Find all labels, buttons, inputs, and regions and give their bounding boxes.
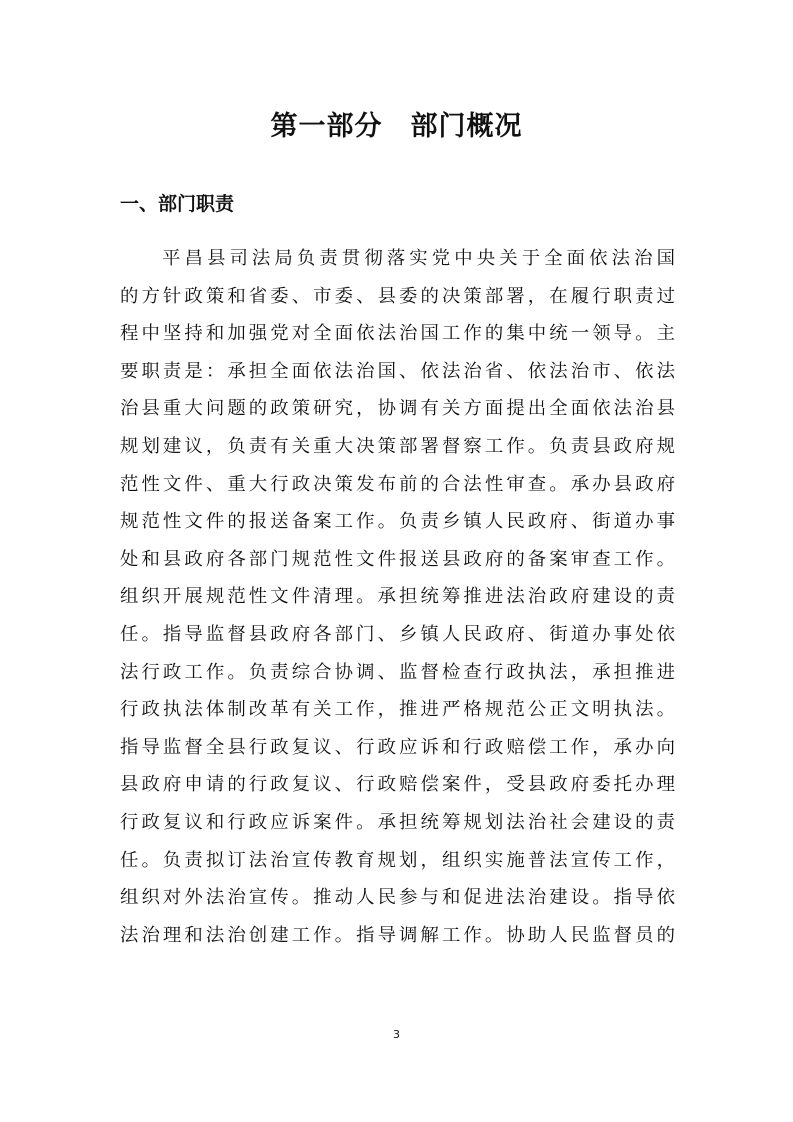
paragraph-line: 组织对外法治宣传。推动人民参与和促进法治建设。指导依 [120, 887, 675, 909]
paragraph-line: 法行政工作。负责综合协调、监督检查行政执法，承担推进 [120, 661, 675, 683]
paragraph-line: 的方针政策和省委、市委、县委的决策部署，在履行职责过 [120, 285, 675, 307]
paragraph-line: 范性文件、重大行政决策发布前的合法性审查。承办县政府 [120, 473, 675, 495]
page-number: 3 [393, 1028, 400, 1041]
paragraph-line: 任。指导监督县政府各部门、乡镇人民政府、街道办事处依 [120, 623, 675, 645]
section-heading: 一、部门职责 [120, 193, 235, 215]
paragraph-line: 组织开展规范性文件清理。承担统筹推进法治政府建设的责 [120, 586, 675, 608]
paragraph-line: 行政执法体制改革有关工作，推进严格规范公正文明执法。 [120, 699, 675, 721]
paragraph-line: 处和县政府各部门规范性文件报送县政府的备案审查工作。 [120, 548, 675, 570]
paragraph-line: 法治理和法治创建工作。指导调解工作。协助人民监督员的 [120, 924, 675, 946]
page-title: 第一部分 部门概况 [270, 111, 523, 142]
paragraph-line: 指导监督全县行政复议、行政应诉和行政赔偿工作，承办向 [120, 736, 675, 758]
paragraph-line: 任。负责拟订法治宣传教育规划，组织实施普法宣传工作， [120, 849, 675, 871]
paragraph-line: 规划建议，负责有关重大决策部署督察工作。负责县政府规 [120, 435, 675, 457]
paragraph-line: 规范性文件的报送备案工作。负责乡镇人民政府、街道办事 [120, 511, 675, 533]
paragraph-line: 行政复议和行政应诉案件。承担统筹规划法治社会建设的责 [120, 811, 675, 833]
paragraph-line: 平昌县司法局负责贯彻落实党中央关于全面依法治国 [162, 248, 675, 269]
paragraph-line: 程中坚持和加强党对全面依法治国工作的集中统一领导。主 [120, 323, 675, 345]
paragraph-line: 治县重大问题的政策研究，协调有关方面提出全面依法治县 [120, 398, 675, 420]
body-paragraph [120, 240, 675, 954]
paragraph-line: 要职责是：承担全面依法治国、依法治省、依法治市、依法 [120, 360, 675, 382]
paragraph-line: 县政府申请的行政复议、行政赔偿案件，受县政府委托办理 [120, 774, 675, 796]
